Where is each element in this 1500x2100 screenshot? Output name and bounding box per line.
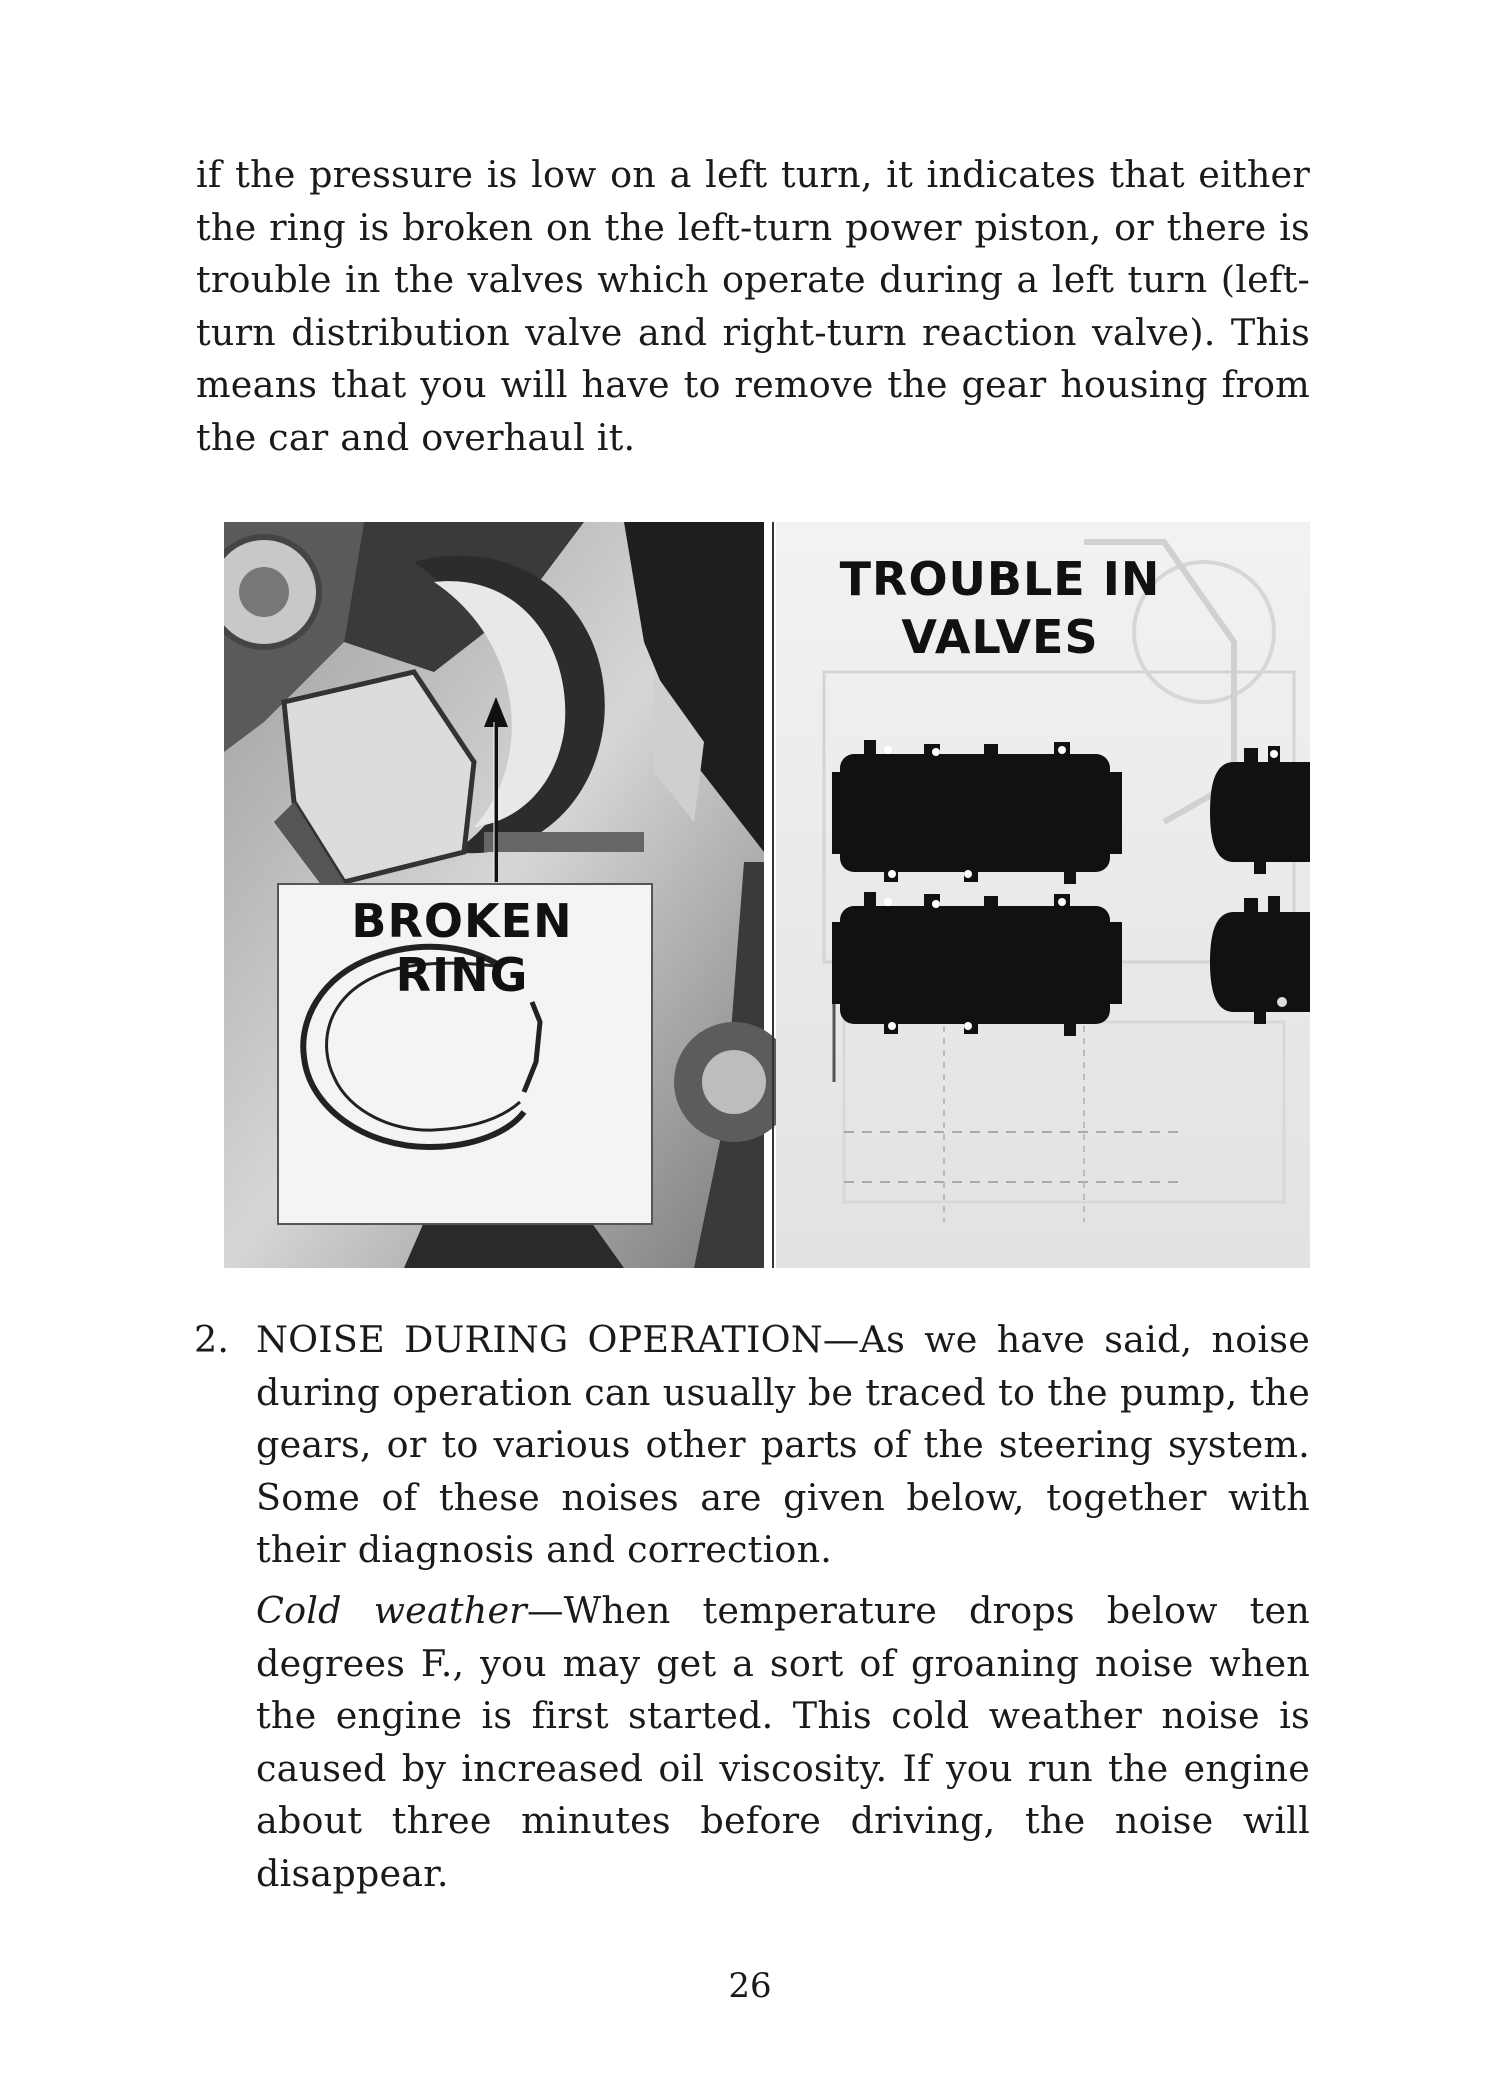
- upper-valve-spool: [832, 740, 1122, 884]
- page-number: 26: [728, 1966, 772, 2006]
- noise-paragraph-text: NOISE DURING OPERATION—As we have said, noise during operation can usually be traced to the pump, the gears, or to various other parts of the steering system. Some of these noises are given below, together with their diagnosis and correction.: [256, 1318, 1310, 1571]
- cold-weather-text: —When temperature drops below ten degrees F., you may get a sort of groaning noise when the engine is first started. This cold weather noise is caused by increased oil viscosity. If you run the engine about three minutes before driving, the noise will disappear.: [256, 1589, 1310, 1895]
- broken-ring-label: BROKEN RING: [351, 894, 573, 1002]
- trouble-label-line-1: TROUBLE IN: [839, 552, 1161, 606]
- trouble-label-line-2: VALVES: [901, 610, 1099, 664]
- list-number: 2.: [194, 1318, 230, 1361]
- trouble-in-valves-label: [830, 550, 1170, 666]
- lower-valve-spool: [832, 892, 1122, 1036]
- cold-weather-heading: Cold weather: [256, 1589, 527, 1632]
- figure-broken-ring-and-valves: [224, 522, 1310, 1268]
- cold-weather-paragraph: [256, 1585, 1310, 1900]
- noise-paragraph: [194, 1314, 1310, 1577]
- intro-paragraph: if the pressure is low on a left turn, it indicates that either the ring is broken on the left-turn power piston, or there is trouble in the valves which operate during a left turn (left-turn distribution valve and right-turn reaction valve). This means that you will have to remove the gear housing from the car and overhaul it.: [196, 153, 1310, 459]
